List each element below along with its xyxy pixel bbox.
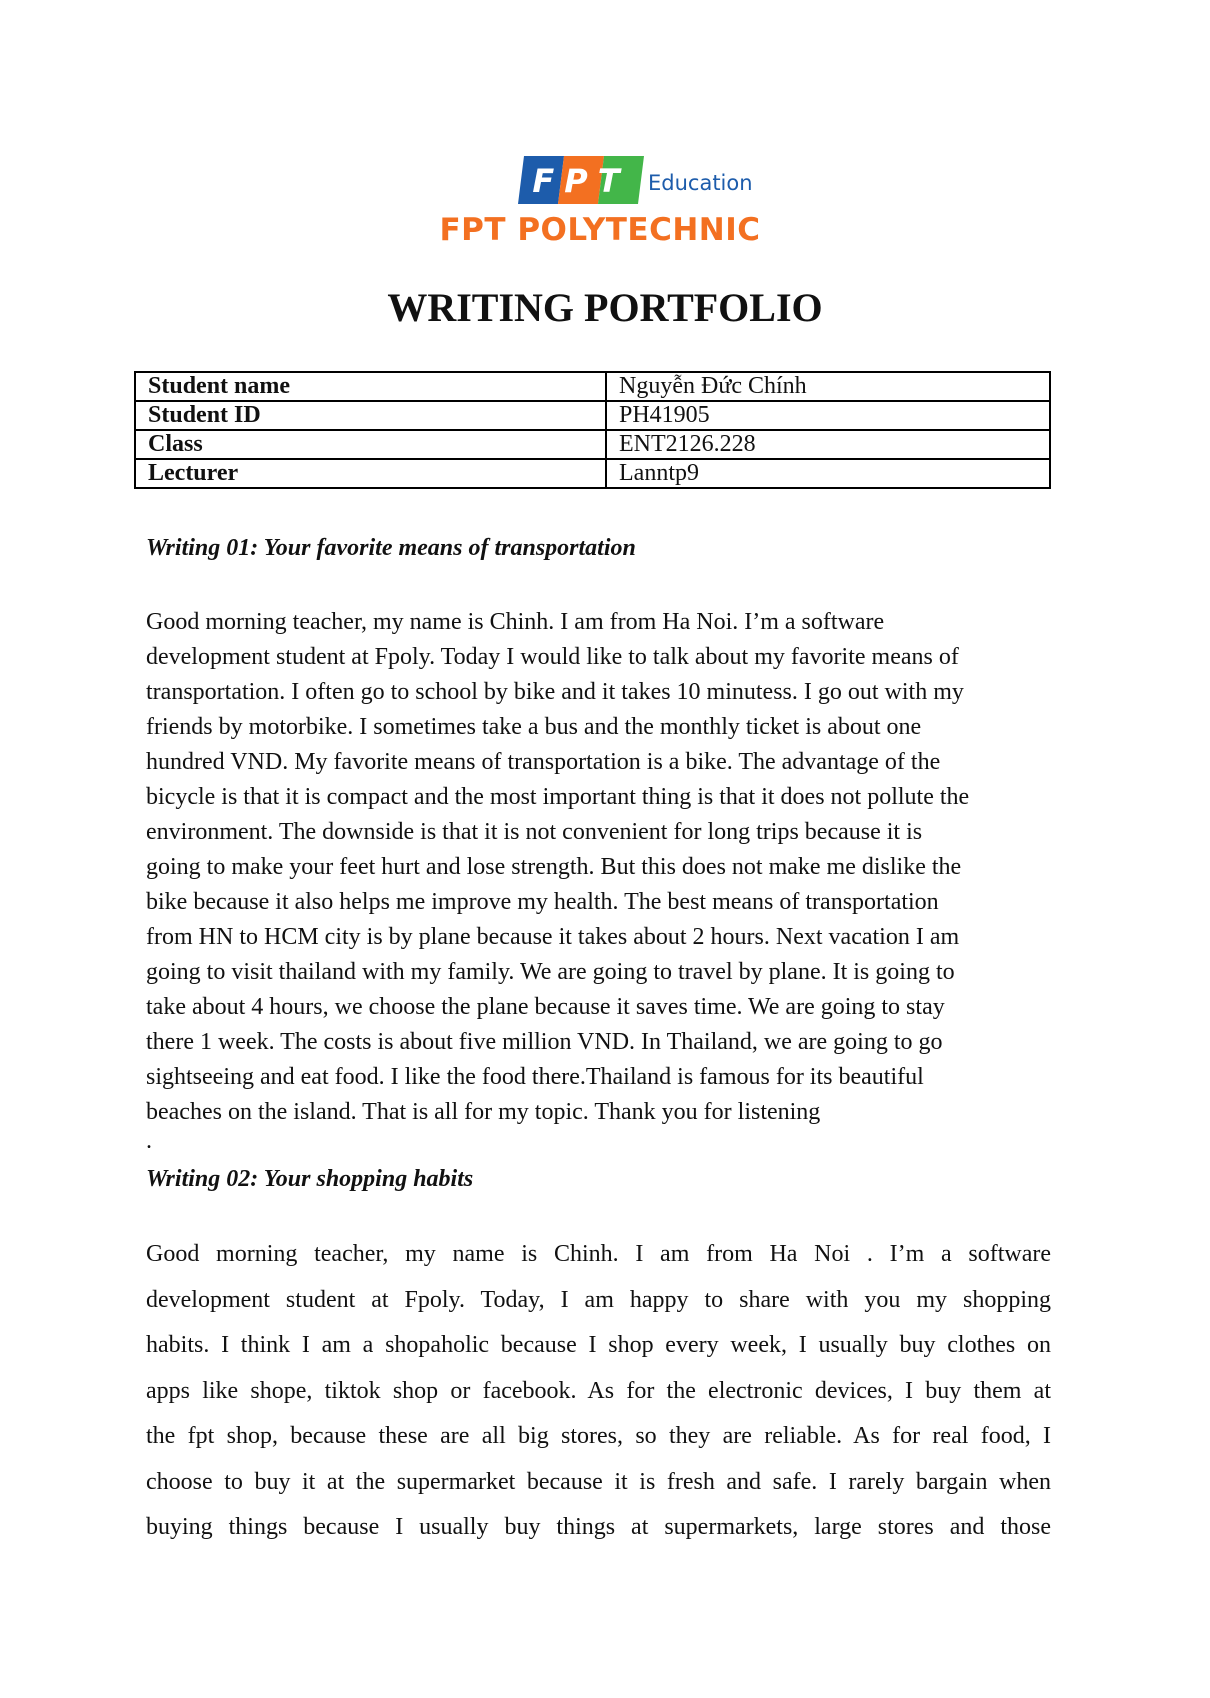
trailing-period: . (146, 1128, 152, 1154)
student-id-value: PH41905 (606, 401, 1050, 430)
body-line: from HN to HCM city is by plane because it takes about 2 hours. Next vacation I am (146, 924, 960, 950)
lecturer-label: Lecturer (135, 459, 606, 488)
body-line: transportation. I often go to school by bike and it takes 10 minutess. I go out with my (146, 679, 964, 705)
page-title: WRITING PORTFOLIO (387, 285, 823, 330)
writing-2-body (146, 1232, 1051, 1551)
body-line: going to visit thailand with my family. We are going to travel by plane. It is going to (146, 959, 955, 985)
writing-2-heading: Writing 02: Your shopping habits (146, 1166, 474, 1192)
body-line: going to make your feet hurt and lose strength. But this does not make me dislike the (146, 854, 962, 880)
fpt-logo-icon (514, 154, 753, 206)
body-line: beaches on the island. That is all for my topic. Thank you for listening (146, 1099, 821, 1125)
body-line: take about 4 hours, we choose the plane because it saves time. We are going to stay (146, 994, 945, 1020)
student-info-table (134, 371, 1051, 489)
fpt-education-logo (514, 154, 753, 206)
logo-suffix-text: Education (648, 171, 753, 195)
lecturer-value: Lanntp9 (606, 459, 1050, 488)
table-row (135, 430, 1050, 459)
body-line: bicycle is that it is compact and the most important thing is that it does not pollute the (146, 784, 970, 810)
body-line: choose to buy it at the supermarket because it is fresh and safe. I rarely bargain when (146, 1468, 1051, 1495)
body-line: buying things because I usually buy things at supermarkets, large stores and those (146, 1514, 1051, 1540)
student-name-label: Student name (135, 372, 606, 401)
student-id-label: Student ID (135, 401, 606, 430)
body-line: development student at Fpoly. Today, I am happy to share with you my shopping (146, 1286, 1051, 1313)
body-line: environment. The downside is that it is not convenient for long trips because it is (146, 819, 923, 845)
body-line: development student at Fpoly. Today I would like to talk about my favorite means of (146, 644, 959, 670)
school-name: FPT POLYTECHNIC (439, 212, 761, 248)
body-line: hundred VND. My favorite means of transportation is a bike. The advantage of the (146, 749, 941, 775)
body-line: apps like shope, tiktok shop or facebook. As for the electronic devices, I buy them at (146, 1377, 1051, 1404)
body-line: the fpt shop, because these are all big stores, so they are reliable. As for real food, I (146, 1423, 1051, 1449)
writing-1-body (146, 605, 1056, 1130)
writing-1-heading: Writing 01: Your favorite means of transportation (146, 535, 636, 561)
body-line: sightseeing and eat food. I like the food there.Thailand is famous for its beautiful (146, 1064, 924, 1090)
body-line: there 1 week. The costs is about five million VND. In Thailand, we are going to go (146, 1029, 943, 1055)
body-line: habits. I think I am a shopaholic because I shop every week, I usually buy clothes on (146, 1332, 1051, 1358)
student-name-value: Nguyễn Đức Chính (606, 372, 1050, 401)
logo-mark-text: FPT (532, 162, 630, 200)
table-row (135, 459, 1050, 488)
body-line: Good morning teacher, my name is Chinh. I am from Ha Noi. I’m a software (146, 609, 885, 635)
class-label: Class (135, 430, 606, 459)
class-value: ENT2126.228 (606, 430, 1050, 459)
table-row (135, 401, 1050, 430)
table-row (135, 372, 1050, 401)
body-line: Good morning teacher, my name is Chinh. I am from Ha Noi . I’m a software (146, 1241, 1051, 1267)
body-line: friends by motorbike. I sometimes take a bus and the monthly ticket is about one (146, 714, 922, 740)
body-line: bike because it also helps me improve my health. The best means of transportation (146, 889, 939, 915)
